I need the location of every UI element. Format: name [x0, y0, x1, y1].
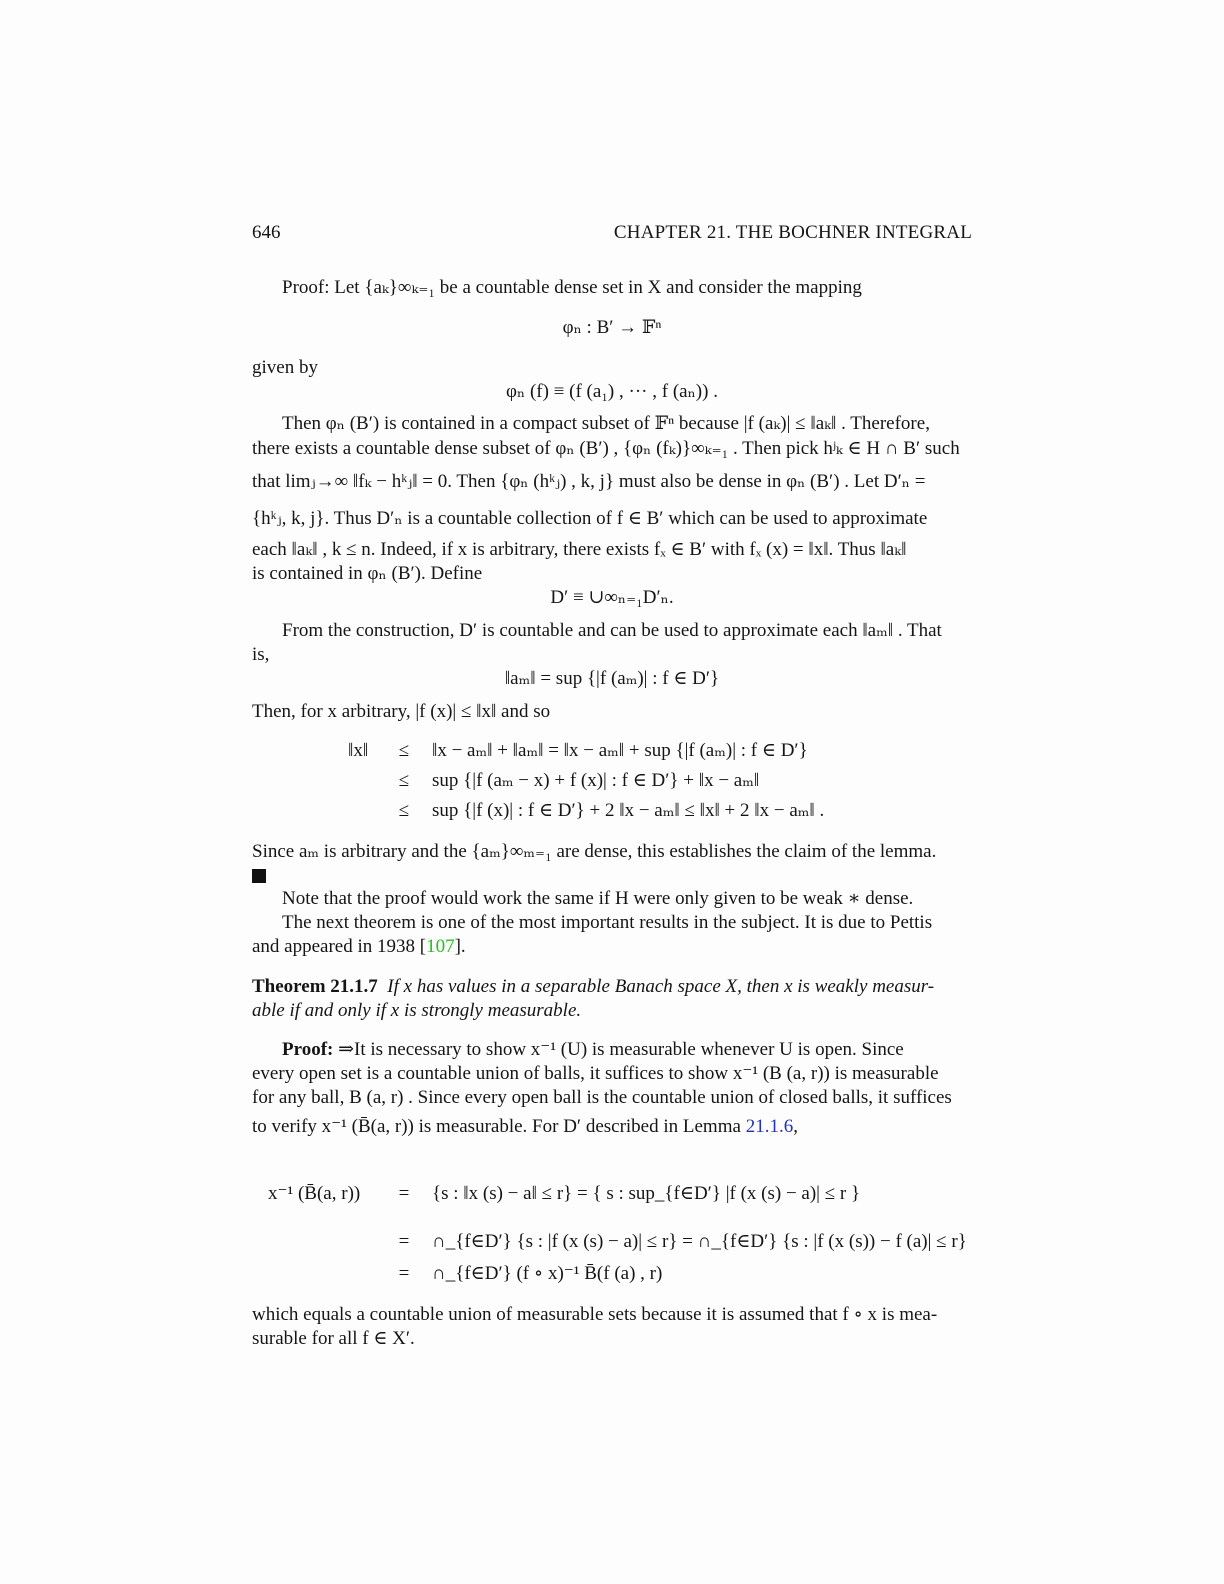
text-line: From the construction, D′ is countable and can be used to approximate each ‖aₘ‖ . That [282, 620, 942, 641]
lemma-reference-link[interactable]: 21.1.6 [745, 1116, 794, 1137]
align-rhs: sup {|f (x)| : f ∈ D′} + 2 ‖x − aₘ‖ ≤ ‖x‖ + 2 ‖x − aₘ‖ . [432, 800, 825, 821]
text-line: for any ball, B (a, r) . Since every open ball is the countable union of closed balls, it suffices [252, 1087, 952, 1108]
text-line: there exists a countable dense subset of φₙ (B′) , {φₙ (fₖ)}∞ₖ₌₁ . Then pick hʲₖ ∈ H ∩ B′ such [252, 438, 960, 459]
text-line: that limⱼ→∞ ‖fₖ − hᵏⱼ‖ = 0. Then {φₙ (hᵏⱼ) , k, j} must also be dense in φₙ (B′) . Let D′ₙ = [252, 471, 926, 492]
running-header: CHAPTER 21. THE BOCHNER INTEGRAL [613, 222, 972, 243]
text-line: given by [252, 357, 318, 378]
align-relation: = [398, 1263, 410, 1284]
text-line: Then, for x arbitrary, |f (x)| ≤ ‖x‖ and so [252, 701, 551, 722]
align-rhs: {s : ‖x (s) − a‖ ≤ r} = { s : sup_{f∈D′} |f (x (s) − a)| ≤ r } [432, 1183, 861, 1204]
text-line: is, [252, 644, 270, 665]
citation-link[interactable]: 107 [426, 936, 455, 957]
align-lhs: x⁻¹ (B̄(a, r)) [268, 1183, 361, 1204]
align-rhs: ∩_{f∈D′} (f ∘ x)⁻¹ B̄(f (a) , r) [432, 1263, 663, 1284]
align-relation: ≤ [398, 800, 410, 821]
display-equation: D′ ≡ ∪∞ₙ₌₁D′ₙ. [550, 587, 674, 608]
text-line: Note that the proof would work the same if H were only given to be weak ∗ dense. [282, 888, 914, 909]
theorem-line: able if and only if x is strongly measurable. [252, 1000, 582, 1021]
display-equation: φₙ : B′ → 𝔽ⁿ [562, 317, 662, 338]
text-line: The next theorem is one of the most important results in the subject. It is due to Pettis [282, 912, 933, 933]
align-relation: = [398, 1231, 410, 1252]
text-line: is contained in φₙ (B′). Define [252, 563, 483, 584]
proof-line: Proof: ⇒It is necessary to show x⁻¹ (U) is measurable whenever U is open. Since [282, 1039, 904, 1060]
text-line: which equals a countable union of measurable sets because it is assumed that f ∘ x is mea- [252, 1304, 938, 1325]
proof-label: Proof: [282, 1039, 334, 1060]
align-rhs: ∩_{f∈D′} {s : |f (x (s) − a)| ≤ r} = ∩_{f∈D′} {s : |f (x (s)) − f (a)| ≤ r} [432, 1231, 967, 1252]
align-rhs: sup {|f (aₘ − x) + f (x)| : f ∈ D′} + ‖x − aₘ‖ [432, 770, 760, 791]
text-line: and appeared in 1938 [107]. [252, 936, 466, 957]
text-line: surable for all f ∈ X′. [252, 1328, 415, 1349]
text-line: every open set is a countable union of balls, it suffices to show x⁻¹ (B (a, r)) is measurable [252, 1063, 939, 1084]
text-line: each ‖aₖ‖ , k ≤ n. Indeed, if x is arbitrary, there exists fₓ ∈ B′ with fₓ (x) = ‖x‖. Thus ‖aₖ‖ [252, 539, 907, 560]
qed-symbol [252, 869, 266, 883]
align-relation: = [398, 1183, 410, 1204]
display-equation: φₙ (f) ≡ (f (a₁) , ··· , f (aₙ)) . [506, 381, 718, 402]
text-line: Then φₙ (B′) is contained in a compact subset of 𝔽ⁿ because |f (aₖ)| ≤ ‖aₖ‖ . Therefore, [282, 413, 930, 434]
align-relation: ≤ [398, 740, 410, 761]
text-line: to verify x⁻¹ (B̄(a, r)) is measurable. For D′ described in Lemma 21.1.6, [252, 1116, 798, 1137]
proof-line: Proof: Let {aₖ}∞ₖ₌₁ be a countable dense set in X and consider the mapping [282, 277, 862, 298]
theorem-label: Theorem 21.1.7 [252, 976, 378, 997]
text-line: {hᵏⱼ, k, j}. Thus D′ₙ is a countable collection of f ∈ B′ which can be used to approximate [252, 508, 928, 529]
align-lhs: ‖x‖ [348, 740, 369, 761]
text-line: Since aₘ is arbitrary and the {aₘ}∞ₘ₌₁ are dense, this establishes the claim of the lemma. [252, 841, 937, 862]
page-number: 646 [252, 222, 281, 243]
align-relation: ≤ [398, 770, 410, 791]
theorem-line: Theorem 21.1.7 If x has values in a separable Banach space X, then x is weakly measur- [252, 976, 935, 997]
display-equation: ‖aₘ‖ = sup {|f (aₘ)| : f ∈ D′} [504, 668, 720, 689]
align-rhs: ‖x − aₘ‖ + ‖aₘ‖ = ‖x − aₘ‖ + sup {|f (aₘ)| : f ∈ D′} [432, 740, 808, 761]
